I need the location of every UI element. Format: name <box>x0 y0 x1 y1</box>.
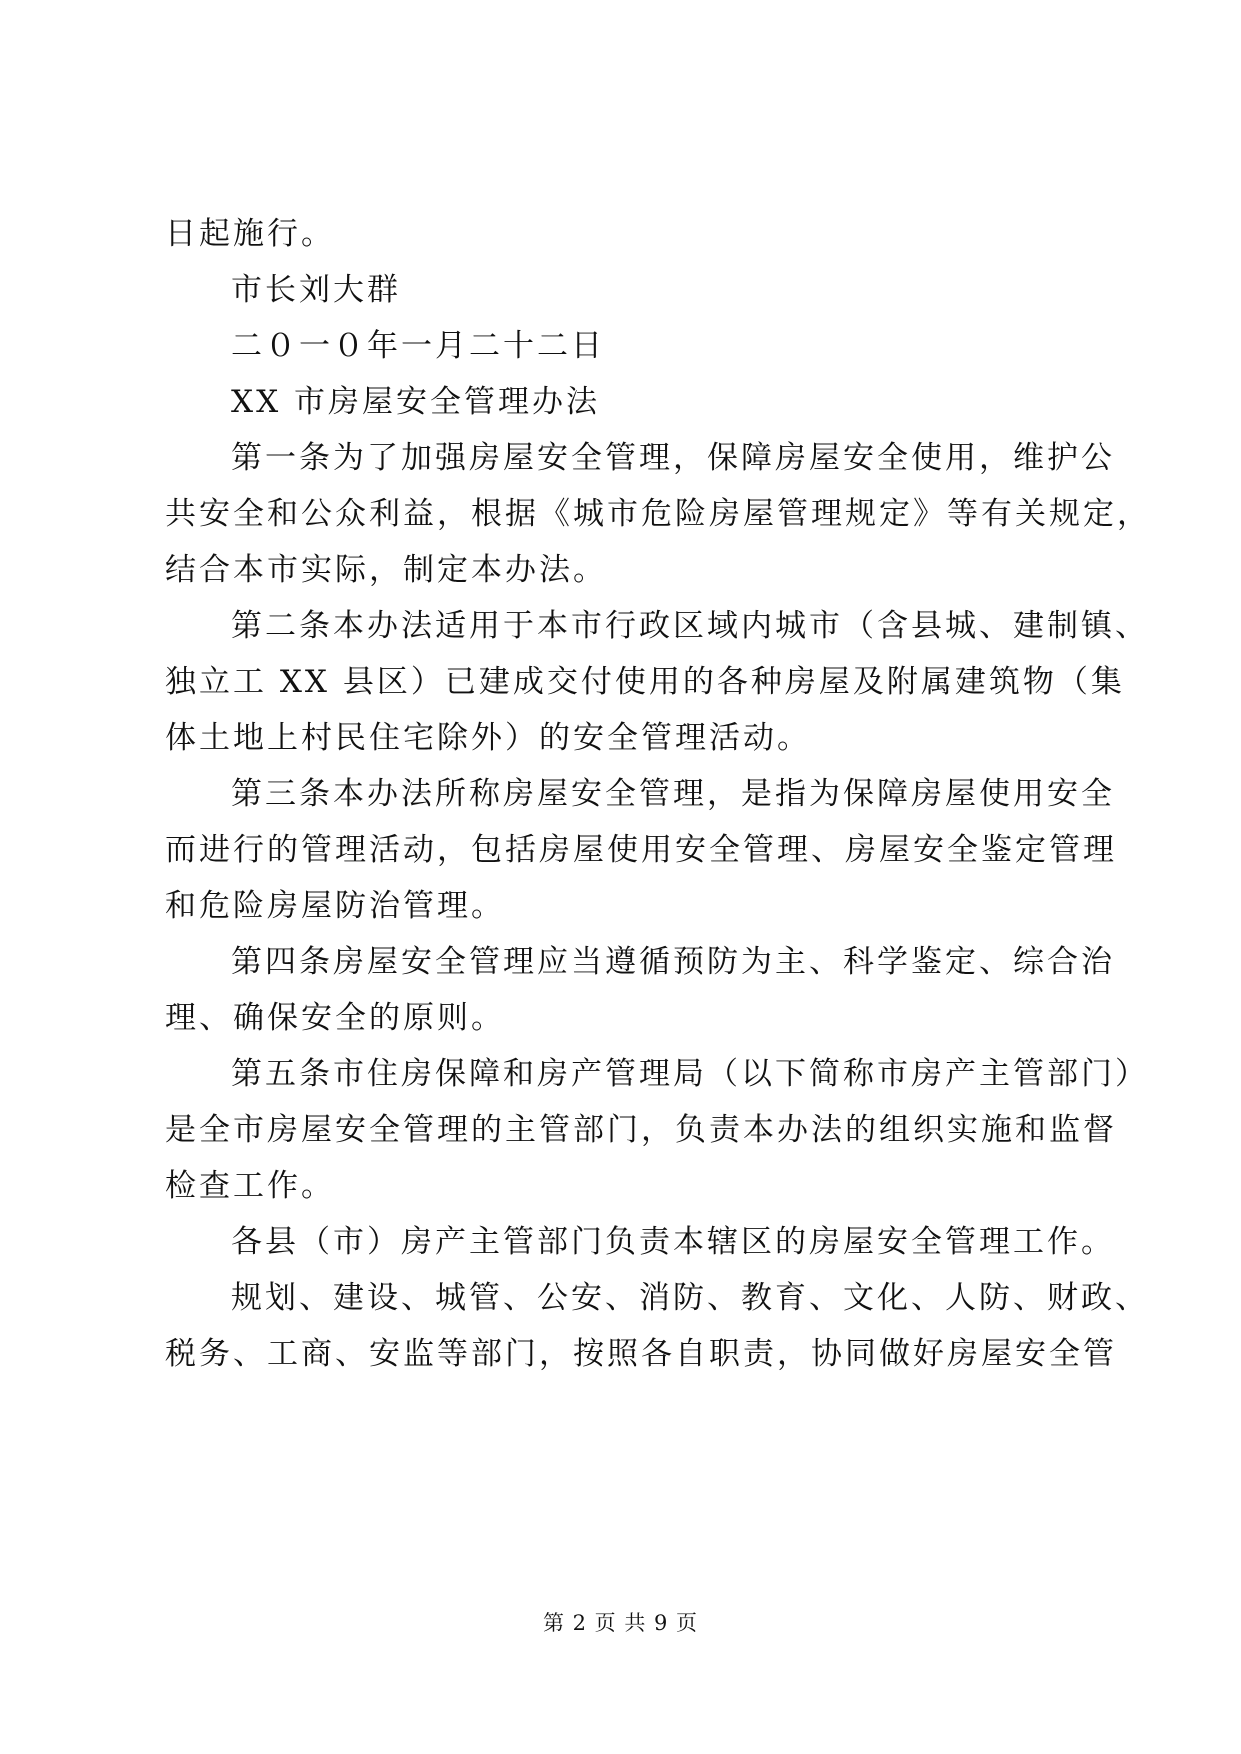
page-footer: 第 2 页 共 9 页 <box>542 1611 699 1635</box>
text-line: 日起施行。 <box>165 216 335 252</box>
article-3-line: 而进行的管理活动，包括房屋使用安全管理、房屋安全鉴定管理 <box>165 832 1117 868</box>
article-4-line: 理、确保安全的原则。 <box>165 1000 505 1036</box>
article-2-line: 独立工 XX 县区）已建成交付使用的各种房屋及附属建筑物（集 <box>165 664 1125 700</box>
article-4-line: 第四条房屋安全管理应当遵循预防为主、科学鉴定、综合治 <box>231 944 1115 980</box>
article-1-line: 共安全和公众利益，根据《城市危险房屋管理规定》等有关规定， <box>165 496 1151 532</box>
article-5-line: 检查工作。 <box>165 1168 335 1204</box>
article-3-line: 和危险房屋防治管理。 <box>165 888 505 924</box>
article-5-line: 第五条市住房保障和房产管理局（以下简称市房产主管部门） <box>231 1056 1149 1092</box>
article-2-line: 体土地上村民住宅除外）的安全管理活动。 <box>165 720 811 756</box>
article-2-line: 第二条本办法适用于本市行政区域内城市（含县城、建制镇、 <box>231 608 1149 644</box>
article-1-line: 结合本市实际，制定本办法。 <box>165 552 607 588</box>
document-title: XX 市房屋安全管理办法 <box>231 384 600 420</box>
date-line: 二０一０年一月二十二日 <box>231 328 605 364</box>
paragraph-line: 规划、建设、城管、公安、消防、教育、文化、人防、财政、 <box>231 1280 1149 1316</box>
article-5-line: 是全市房屋安全管理的主管部门，负责本办法的组织实施和监督 <box>165 1112 1117 1148</box>
article-1-line: 第一条为了加强房屋安全管理，保障房屋安全使用，维护公 <box>231 440 1115 476</box>
paragraph-line: 各县（市）房产主管部门负责本辖区的房屋安全管理工作。 <box>231 1224 1115 1260</box>
article-3-line: 第三条本办法所称房屋安全管理，是指为保障房屋使用安全 <box>231 776 1115 812</box>
paragraph-line: 税务、工商、安监等部门，按照各自职责，协同做好房屋安全管 <box>165 1336 1117 1372</box>
signature-line: 市长刘大群 <box>231 272 401 308</box>
